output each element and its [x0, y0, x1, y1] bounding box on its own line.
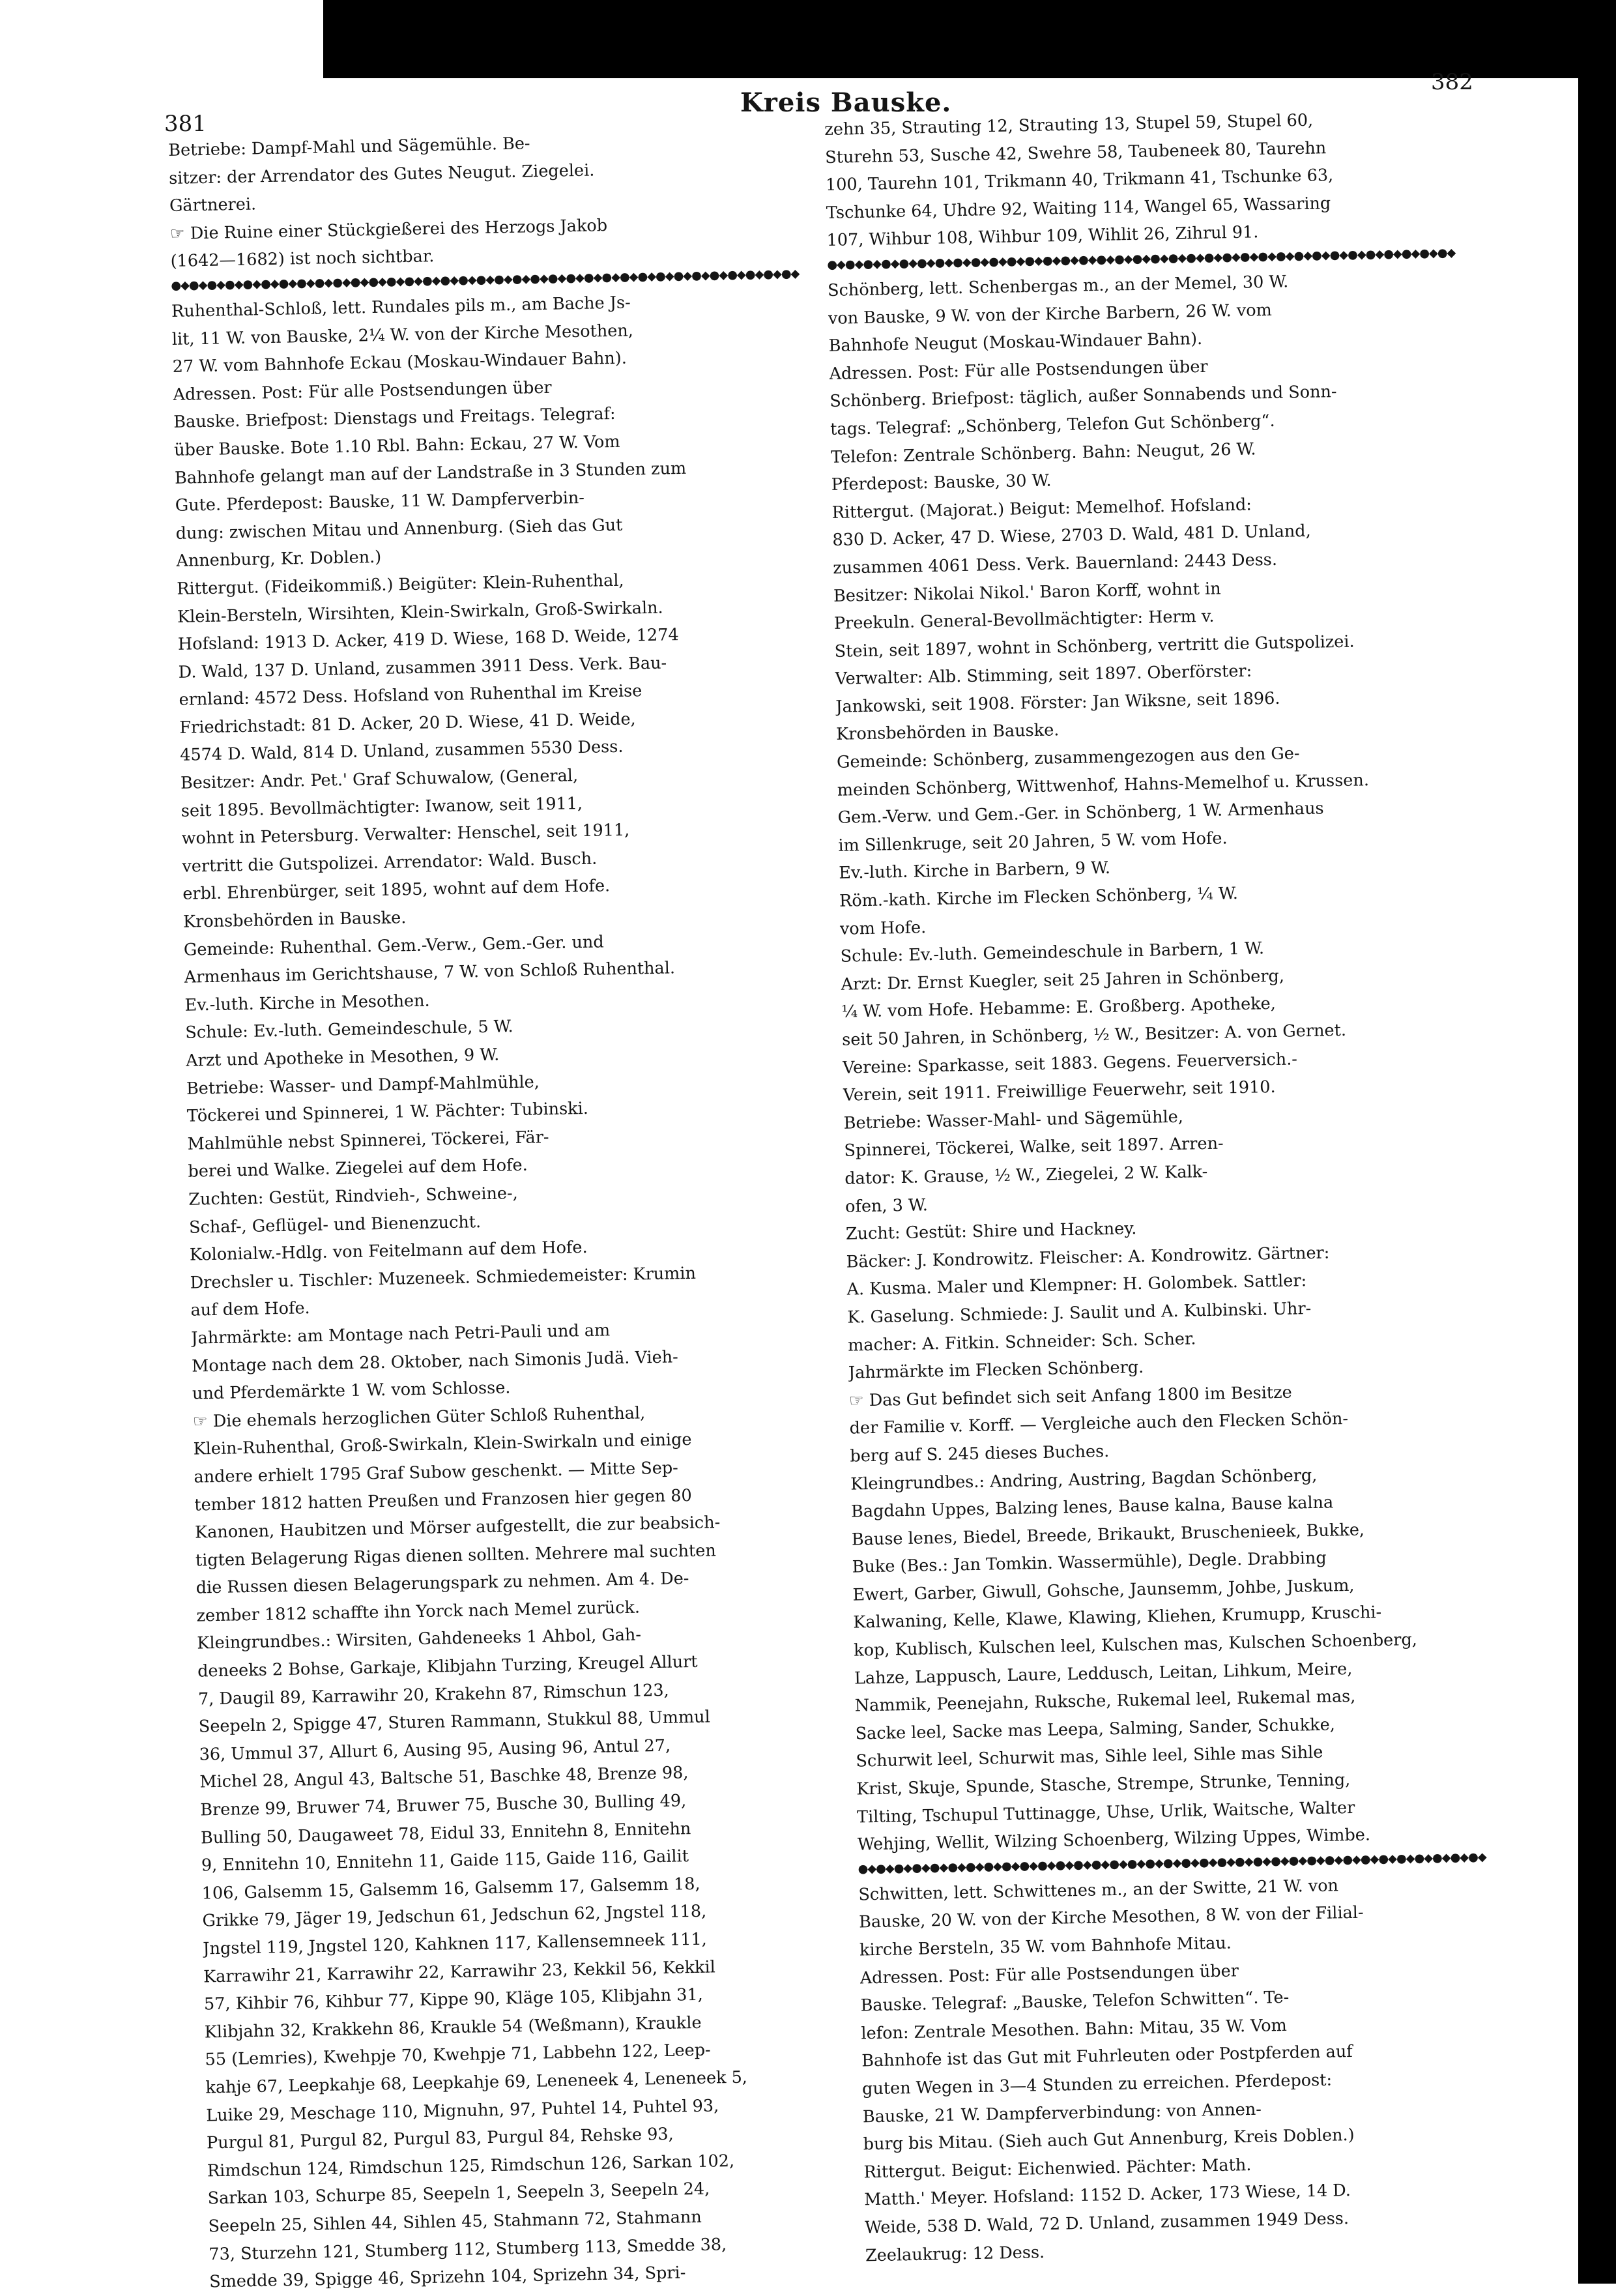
text-line: Betriebe: Wasser-Mahl- und Sägemühle, [843, 1107, 1184, 1133]
text-line: andere erhielt 1795 Graf Subow geschenkt. — Mitte Sep- [194, 1458, 679, 1487]
text-line: Bauske. Telegraf: „Bauske, Telefon Schwitten“. Te- [860, 1988, 1290, 2016]
text-line: Krist, Skuje, Spunde, Stasche, Strempe, Strunke, Tenning, [856, 1770, 1351, 1799]
text-line: Besitzer: Nikolai Nikol.' Baron Korff, wohnt in [833, 578, 1221, 606]
text-line: Preekuln. General-Bevollmächtigter: Herm v. [833, 606, 1215, 633]
text-line: kahje 67, Leepkahje 68, Leepkahje 69, Leneneek 4, Leneneek 5, [205, 2067, 748, 2098]
text-line: ¼ W. vom Hofe. Hebamme: E. Großberg. Apotheke, [841, 994, 1277, 1023]
text-line: Montage nach dem 28. Oktober, nach Simonis Judä. Vieh- [191, 1346, 678, 1376]
text-line: Schwitten, lett. Schwittenes m., an der Switte, 21 W. von [858, 1876, 1339, 1905]
text-line: D. Wald, 137 D. Unland, zusammen 3911 Dess. Verk. Bau- [178, 653, 667, 682]
text-line: berg auf S. 245 dieses Buches. [850, 1441, 1110, 1466]
text-line: Purgul 81, Purgul 82, Purgul 83, Purgul 84, Rehske 93, [206, 2124, 674, 2153]
text-line: und Pferdemärkte 1 W. vom Schlosse. [192, 1378, 511, 1404]
text-line: Betriebe: Wasser- und Dampf-Mahlmühle, [186, 1071, 540, 1099]
text-line: Gute. Pferdepost: Bauske, 11 W. Dampferverbin- [175, 487, 585, 516]
text-line: Seepeln 2, Spigge 47, Sturen Rammann, Stukkul 88, Ummul [198, 1707, 711, 1737]
text-line: Bahnhofe Neugut (Moskau-Windauer Bahn). [828, 329, 1203, 356]
text-line: Schurwit leel, Schurwit mas, Sihle leel, Sihle mas Sihle [856, 1743, 1323, 1771]
section-separator: ●◆●◆●◆●◆●◆●◆●◆●◆●◆●◆●◆●◆●◆●◆●◆●◆●◆●◆●◆●◆●◆●◆●◆●◆●◆●◆●◆●◆●◆●◆●◆●◆●◆●◆●◆ [858, 1850, 1486, 1876]
text-line: A. Kusma. Maler und Klempner: H. Golombek. Sattler: [846, 1271, 1307, 1300]
text-line: Bauske, 20 W. von der Kirche Mesothen, 8 W. von der Filial- [858, 1903, 1364, 1932]
text-line: Rittergut. (Majorat.) Beigut: Memelhof. Hofsland: [831, 495, 1252, 523]
text-line: Bäcker: J. Kondrowitz. Fleischer: A. Kondrowitz. Gärtner: [846, 1243, 1330, 1272]
text-line: Bause lenes, Biedel, Breede, Brikaukt, Bruschenieek, Bukke, [851, 1520, 1365, 1550]
text-line: Karrawihr 21, Karrawihr 22, Karrawihr 23, Kekkil 56, Kekkil [203, 1956, 716, 1987]
text-line: seit 50 Jahren, in Schönberg, ½ W., Besitzer: A. von Gernet. [841, 1020, 1347, 1050]
text-line: 73, Sturzehn 121, Stumberg 112, Stumberg 113, Smedde 38, [209, 2234, 727, 2264]
text-line: deneeks 2 Bohse, Garkaje, Klibjahn Turzing, Kreugel Allurt [197, 1651, 698, 1681]
text-line: Tilting, Tschupul Tuttinagge, Uhse, Urlik, Waitsche, Walter [856, 1797, 1355, 1827]
text-line: Kalwaning, Kelle, Klawe, Klawing, Kliehen, Krumupp, Kruschi- [853, 1603, 1382, 1633]
text-line: guten Wegen in 3—4 Stunden zu erreichen. Pferdepost: [861, 2070, 1333, 2099]
text-line: Ev.-luth. Kirche in Barbern, 9 W. [839, 858, 1111, 884]
text-line: Betriebe: Dampf-Mahl und Sägemühle. Be- [168, 134, 530, 160]
text-line: Bagdahn Uppes, Balzing lenes, Bause kalna, Bause kalna [850, 1492, 1334, 1522]
text-line: macher: A. Fitkin. Schneider: Sch. Scher. [847, 1328, 1196, 1356]
page-number-right: 382 [1431, 69, 1473, 95]
left-column [168, 124, 867, 2296]
text-line: Bahnhofe gelangt man auf der Landstraße in 3 Stunden zum [174, 458, 687, 488]
text-line: Zeelaukrug: 12 Dess. [865, 2242, 1045, 2265]
text-line: die Russen diesen Belagerungspark zu nehmen. Am 4. De- [195, 1569, 689, 1598]
text-line: 27 W. vom Bahnhofe Eckau (Moskau-Windauer Bahn). [172, 348, 628, 377]
text-line: Buke (Bes.: Jan Tomkin. Wassermühle), Degle. Drabbing [852, 1548, 1327, 1577]
scan-border-right [1578, 0, 1616, 2284]
text-line: (1642—1682) ist noch sichtbar. [170, 246, 435, 272]
text-line: Verein, seit 1911. Freiwillige Feuerwehr, seit 1910. [843, 1077, 1276, 1105]
text-line: Wehjing, Wellit, Wilzing Schoenberg, Wilzing Uppes, Wimbe. [857, 1825, 1371, 1855]
text-line: Bulling 50, Daugaweet 78, Eidul 33, Ennitehn 8, Ennitehn [200, 1818, 691, 1848]
text-line: Rittergut. (Fideikommiß.) Beigüter: Klein-Ruhenthal, [177, 570, 624, 599]
entry-schwitten [858, 1868, 1525, 2270]
kleingrundbesitz-continued [824, 104, 1486, 255]
text-line: Vereine: Sparkasse, seit 1883. Gegens. Feuerversich.- [842, 1049, 1298, 1078]
text-line: Schule: Ev.-luth. Gemeindeschule in Barbern, 1 W. [840, 938, 1265, 966]
text-line: Arzt: Dr. Ernst Kuegler, seit 25 Jahren in Schönberg, [841, 966, 1285, 995]
text-line: Hofsland: 1913 D. Acker, 419 D. Wiese, 168 D. Weide, 1274 [177, 625, 679, 654]
text-line: ☞ Die Ruine einer Stückgießerei des Herzogs Jakob [169, 215, 608, 244]
text-line: Klein-Ruhenthal, Groß-Swirkaln, Klein-Swirkaln und einige [193, 1430, 692, 1459]
text-line: ☞ Die ehemals herzoglichen Güter Schloß Ruhenthal, [192, 1403, 646, 1432]
text-line: tigten Belagerung Rigas dienen sollten. Mehrere mal suchten [195, 1540, 717, 1571]
text-line: ☞ Das Gut befindet sich seit Anfang 1800 im Besitze [848, 1382, 1292, 1411]
text-line: Weide, 538 D. Wald, 72 D. Unland, zusammen 1949 Dess. [864, 2209, 1349, 2238]
section-separator: ●◆●◆●◆●◆●◆●◆●◆●◆●◆●◆●◆●◆●◆●◆●◆●◆●◆●◆●◆●◆●◆●◆●◆●◆●◆●◆●◆●◆●◆●◆●◆●◆●◆●◆●◆ [827, 246, 1456, 272]
text-line: auf dem Hofe. [190, 1298, 310, 1321]
text-line: tags. Telegraf: „Schönberg, Telefon Gut Schönberg“. [830, 411, 1275, 439]
text-line: K. Gaselung. Schmiede: J. Saulit und A. Kulbinski. Uhr- [847, 1298, 1312, 1328]
text-line: meinden Schönberg, Wittwenhof, Hahns-Memelhof u. Krussen. [837, 770, 1370, 800]
text-line: Adressen. Post: Für alle Postsendungen über [859, 1960, 1239, 1988]
text-line: Spinnerei, Töckerei, Walke, seit 1897. Arren- [844, 1133, 1224, 1161]
text-line: Tschunke 64, Uhdre 92, Waiting 114, Wangel 65, Wassaring [826, 193, 1331, 223]
text-line: Gemeinde: Schönberg, zusammengezogen aus den Ge- [836, 744, 1300, 772]
text-line: Michel 28, Angul 43, Baltsche 51, Baschke 48, Brenze 98, [199, 1763, 689, 1792]
text-line: der Familie v. Korff. — Vergleiche auch den Flecken Schön- [849, 1409, 1349, 1438]
text-line: lefon: Zentrale Mesothen. Bahn: Mitau, 35 W. Vom [861, 2015, 1288, 2044]
text-line: Lahze, Lappusch, Laure, Leddusch, Leitan, Lihkum, Meire, [854, 1659, 1353, 1689]
text-line: Jahrmärkte im Flecken Schönberg. [848, 1358, 1144, 1383]
text-line: burg bis Mitau. (Sieh auch Gut Annenburg, Kreis Doblen.) [863, 2125, 1355, 2155]
text-line: Jankowski, seit 1908. Förster: Jan Wiksne, seit 1896. [835, 688, 1280, 717]
text-line: Drechsler u. Tischler: Muzeneek. Schmiedemeister: Krumin [190, 1263, 697, 1293]
text-line: Gemeinde: Ruhenthal. Gem.-Verw., Gem.-Ger. und [183, 932, 604, 960]
text-line: Jahrmärkte: am Montage nach Petri-Pauli und am [191, 1320, 611, 1348]
text-line: Bauske, 21 W. Dampferverbindung: von Annen- [862, 2099, 1262, 2127]
text-line: Mahlmühle nebst Spinnerei, Töckerei, Fär- [187, 1127, 549, 1154]
text-line: berei und Walke. Ziegelei auf dem Hofe. [188, 1155, 528, 1182]
text-line: Ruhenthal-Schloß, lett. Rundales pils m., am Bache Js- [171, 293, 631, 321]
text-line: Smedde 39, Spigge 46, Sprizehn 104, Sprizehn 34, Spri- [209, 2263, 686, 2292]
text-line: Grikke 79, Jäger 19, Jedschun 61, Jedschun 62, Jngstel 118, [202, 1902, 707, 1931]
text-line: 9, Ennitehn 10, Ennitehn 11, Gaide 115, Gaide 116, Gailit [201, 1846, 689, 1876]
entry-ruhenthal [171, 285, 868, 2296]
text-line: wohnt in Petersburg. Verwalter: Henschel, seit 1911, [181, 820, 630, 849]
text-line: Jngstel 119, Jngstel 120, Kahknen 117, Kallensemneek 111, [203, 1929, 708, 1959]
page-title: Kreis Bauske. [740, 87, 952, 118]
text-line: im Sillenkruge, seit 20 Jahren, 5 W. vom Hofe. [838, 828, 1228, 856]
text-line: vertritt die Gutspolizei. Arrendator: Wald. Busch. [182, 849, 598, 877]
scan-border-top [323, 0, 1616, 78]
text-line: Kanonen, Haubitzen und Mörser aufgestellt, die zur beabsich- [194, 1513, 721, 1543]
text-line: Klibjahn 32, Krakkehn 86, Kraukle 54 (Weßmann), Kraukle [204, 2013, 702, 2042]
text-line: Kleingrundbes.: Andring, Austring, Bagdan Schönberg, [850, 1465, 1318, 1494]
text-line: 4574 D. Wald, 814 D. Unland, zusammen 5530 Dess. [179, 737, 624, 766]
text-line: Bahnhofe ist das Gut mit Fuhrleuten oder Postpferden auf [861, 2042, 1353, 2071]
text-line: Zuchten: Gestüt, Rindvieh-, Schweine-, [188, 1183, 518, 1210]
text-line: Annenburg, Kr. Doblen.) [176, 547, 382, 572]
text-line: Rimdschun 124, Rimdschun 125, Rimdschun 126, Sarkan 102, [207, 2151, 735, 2181]
text-line: Sturehn 53, Susche 42, Swehre 58, Taubeneek 80, Taurehn [824, 138, 1327, 167]
text-line: Schönberg, lett. Schenbergas m., an der Memel, 30 W. [827, 272, 1289, 300]
text-line: sitzer: der Arrendator des Gutes Neugut. Ziegelei. [168, 160, 595, 188]
text-line: Brenze 99, Bruwer 74, Bruwer 75, Busche 30, Bulling 49, [200, 1791, 687, 1820]
text-line: 106, Galsemm 15, Galsemm 16, Galsemm 17, Galsemm 18, [201, 1874, 700, 1904]
text-line: tember 1812 hatten Preußen und Franzosen hier gegen 80 [194, 1485, 692, 1515]
text-line: ernland: 4572 Dess. Hofsland von Ruhenthal im Kreise [179, 681, 642, 710]
text-line: Telefon: Zentrale Schönberg. Bahn: Neugut, 26 W. [830, 439, 1256, 467]
text-line: Gärtnerei. [169, 194, 257, 216]
text-line: Stein, seit 1897, wohnt in Schönberg, vertritt die Gutspolizei. [834, 632, 1355, 661]
text-line: Schaf-, Geflügel- und Bienenzucht. [188, 1212, 482, 1238]
text-line: Zucht: Gestüt: Shire und Hackney. [845, 1219, 1137, 1244]
page-number-left: 381 [164, 111, 207, 137]
text-line: Adressen. Post: Für alle Postsendungen über [829, 356, 1208, 384]
text-line: Adressen. Post: Für alle Postsendungen über [173, 377, 552, 405]
entry-schoenberg [828, 264, 1517, 1859]
text-line: Röm.-kath. Kirche im Flecken Schönberg, ¼ W. [839, 884, 1239, 911]
text-line: 57, Kihbir 76, Kihbur 77, Kippe 90, Kläge 105, Klibjahn 31, [203, 1984, 704, 2014]
text-line: Matth.' Meyer. Hofsland: 1152 D. Acker, 173 Wiese, 14 D. [864, 2181, 1351, 2210]
text-line: Rittergut. Beigut: Eichenwied. Pächter: Math. [863, 2155, 1252, 2183]
text-line: Sacke leel, Sacke mas Leepa, Salming, Sander, Schukke, [855, 1715, 1336, 1744]
text-line: 100, Taurehn 101, Trikmann 40, Trikmann 41, Tschunke 63, [825, 166, 1334, 196]
text-line: Ev.-luth. Kirche in Mesothen. [184, 991, 430, 1015]
text-line: Pferdepost: Bauske, 30 W. [831, 471, 1052, 495]
text-line: seit 1895. Bevollmächtigter: Iwanow, seit 1911, [180, 793, 583, 821]
intro-block [168, 124, 829, 276]
text-line: Ewert, Garber, Giwull, Gohsche, Jaunsemm, Johbe, Juskum, [852, 1575, 1355, 1605]
text-line: Schönberg. Briefpost: täglich, außer Sonnabends und Sonn- [830, 382, 1337, 412]
text-line: von Bauske, 9 W. von der Kirche Barbern, 26 W. vom [828, 300, 1273, 328]
text-line: Kleingrundbes.: Wirsiten, Gahdeneeks 1 Ahbol, Gah- [197, 1625, 642, 1654]
text-line: über Bauske. Bote 1.10 Rbl. Bahn: Eckau, 27 W. Vom [173, 431, 620, 460]
text-line: Bauske. Briefpost: Dienstags und Freitags. Telegraf: [173, 404, 616, 433]
text-line: kop, Kublisch, Kulschen leel, Kulschen mas, Kulschen Schoenberg, [853, 1630, 1418, 1661]
text-line: Kronsbehörden in Bauske. [835, 720, 1060, 745]
text-line: Kronsbehörden in Bauske. [182, 908, 407, 932]
text-line: Nammik, Peenejahn, Ruksche, Rukemal leel, Rukemal mas, [854, 1687, 1356, 1716]
text-line: zehn 35, Strauting 12, Strauting 13, Stupel 59, Stupel 60, [824, 110, 1314, 139]
text-line: lit, 11 W. von Bauske, 2¼ W. von der Kirche Mesothen, [171, 320, 634, 349]
right-column [824, 104, 1525, 2270]
text-line: Verwalter: Alb. Stimming, seit 1897. Oberförster: [835, 661, 1252, 690]
text-line: kirche Bersteln, 35 W. vom Bahnhofe Mitau. [859, 1933, 1232, 1960]
text-line: erbl. Ehrenbürger, seit 1895, wohnt auf dem Hofe. [182, 876, 611, 905]
text-line: Seepeln 25, Sihlen 44, Sihlen 45, Stahmann 72, Stahmann [208, 2207, 702, 2237]
text-line: dator: K. Grause, ½ W., Ziegelei, 2 W. Kalk- [844, 1161, 1208, 1189]
text-line: Töckerei und Spinnerei, 1 W. Pächter: Tubinski. [186, 1099, 589, 1126]
text-line: zusammen 4061 Dess. Verk. Bauernland: 2443 Dess. [833, 549, 1278, 578]
text-line: Armenhaus im Gerichtshause, 7 W. von Schloß Ruhenthal. [184, 958, 676, 987]
text-line: Arzt und Apotheke in Mesothen, 9 W. [185, 1045, 500, 1071]
text-line: Kolonialw.-Hdlg. von Feitelmann auf dem Hofe. [189, 1238, 588, 1265]
text-line: dung: zwischen Mitau und Annenburg. (Sieh das Gut [175, 515, 623, 544]
section-separator: ●◆●◆●◆●◆●◆●◆●◆●◆●◆●◆●◆●◆●◆●◆●◆●◆●◆●◆●◆●◆●◆●◆●◆●◆●◆●◆●◆●◆●◆●◆●◆●◆●◆●◆●◆ [171, 267, 800, 293]
text-line: 55 (Lemries), Kwehpje 70, Kwehpje 71, Labbehn 122, Leep- [205, 2040, 711, 2070]
text-line: 36, Ummul 37, Allurt 6, Ausing 95, Ausing 96, Antul 27, [199, 1736, 671, 1765]
text-line: Besitzer: Andr. Pet.' Graf Schuwalow, (General, [180, 766, 579, 793]
text-line: vom Hofe. [839, 917, 927, 939]
text-line: zember 1812 schaffte ihn Yorck nach Memel zurück. [196, 1597, 641, 1626]
text-line: Friedrichstadt: 81 D. Acker, 20 D. Wiese, 41 D. Weide, [179, 709, 636, 738]
text-line: Gem.-Verw. und Gem.-Ger. in Schönberg, 1 W. Armenhaus [837, 798, 1324, 828]
text-line: Schule: Ev.-luth. Gemeindeschule, 5 W. [185, 1017, 513, 1043]
text-line: ofen, 3 W. [844, 1195, 929, 1217]
text-line: 107, Wihbur 108, Wihbur 109, Wihlit 26, Zihrul 91. [826, 222, 1259, 251]
text-line: 7, Daugil 89, Karrawihr 20, Krakehn 87, Rimschun 123, [197, 1680, 669, 1709]
text-line: 830 D. Acker, 47 D. Wiese, 2703 D. Wald, 481 D. Unland, [832, 521, 1312, 551]
text-line: Sarkan 103, Schurpe 85, Seepeln 1, Seepeln 3, Seepeln 24, [207, 2179, 710, 2209]
text-line: Luike 29, Meschage 110, Mignuhn, 97, Puhtel 14, Puhtel 93, [206, 2095, 719, 2126]
text-line: Klein-Bersteln, Wirsihten, Klein-Swirkaln, Groß-Swirkaln. [177, 598, 663, 627]
